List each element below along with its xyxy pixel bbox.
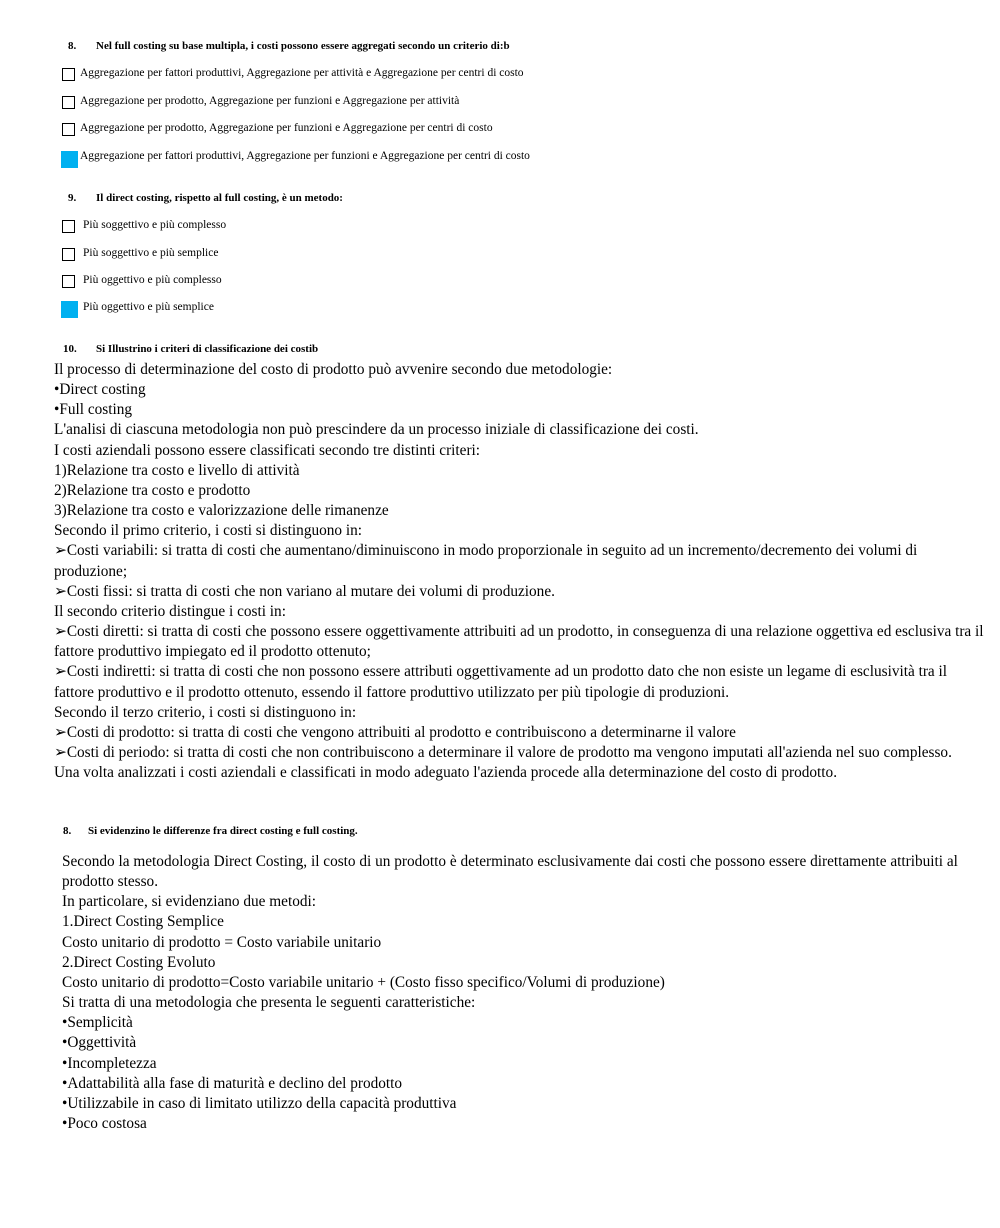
answer-line: Secondo il primo criterio, i costi si distinguono in: bbox=[54, 522, 363, 540]
checkbox[interactable] bbox=[62, 220, 75, 233]
answer-line: 1)Relazione tra costo e livello di attività bbox=[54, 461, 300, 479]
question-number: 8. bbox=[68, 40, 77, 52]
checkbox[interactable] bbox=[62, 248, 75, 261]
answer-line: Secondo il terzo criterio, i costi si distinguono in: bbox=[54, 703, 357, 721]
checkbox[interactable] bbox=[62, 68, 75, 81]
answer-line: Una volta analizzati i costi aziendali e classificati in modo adeguato l'azienda procede alla determinazione del costo di prodotto. bbox=[54, 764, 838, 782]
checkbox[interactable] bbox=[62, 275, 75, 288]
checkbox[interactable] bbox=[62, 123, 75, 136]
answer-line: Il secondo criterio distingue i costi in: bbox=[54, 602, 286, 620]
question-text: Nel full costing su base multipla, i costi possono essere aggregati secondo un criterio di:b bbox=[96, 40, 510, 52]
option-label: Più soggettivo e più semplice bbox=[83, 247, 219, 259]
checkbox-checked[interactable] bbox=[61, 301, 78, 318]
answer-line: Costo unitario di prodotto = Costo variabile unitario bbox=[62, 933, 382, 951]
answer-line: ➢Costi indiretti: si tratta di costi che non possono essere attributi oggettivamente ad un prodotto dato che non esiste un legame di esclusività tra il fattore produttivo e il prodotto ottenuto, essendo il fattore produttivo utilizzato per più tipologie di produzioni. bbox=[54, 663, 948, 701]
answer-line: ➢Costi diretti: si tratta di costi che possono essere oggettivamente attribuiti ad un prodotto, in conseguenza di una relazione oggettiva ed esclusiva tra il fattore produttivo impiegato ed il prodotto ottenuto; bbox=[54, 623, 984, 661]
answer-line: •Adattabilità alla fase di maturità e declino del prodotto bbox=[62, 1074, 403, 1092]
answer-line: •Poco costosa bbox=[62, 1115, 147, 1133]
answer-line: 1.Direct Costing Semplice bbox=[62, 913, 224, 931]
q10-answer bbox=[54, 360, 984, 783]
question-9-header bbox=[68, 192, 343, 204]
option-label: Aggregazione per prodotto, Aggregazione per funzioni e Aggregazione per centri di costo bbox=[80, 122, 493, 134]
answer-line: I costi aziendali possono essere classificati secondo tre distinti criteri: bbox=[54, 441, 481, 459]
answer-line: •Direct costing bbox=[54, 381, 146, 399]
question-text: Si Illustrino i criteri di classificazione dei costib bbox=[96, 343, 319, 355]
checkbox-checked[interactable] bbox=[61, 151, 78, 168]
q8b-answer bbox=[62, 852, 982, 1134]
answer-line: L'analisi di ciascuna metodologia non può prescindere da un processo iniziale di classificazione dei costi. bbox=[54, 421, 699, 439]
answer-line: •Utilizzabile in caso di limitato utilizzo della capacità produttiva bbox=[62, 1094, 457, 1112]
question-number: 9. bbox=[68, 192, 77, 204]
question-8b-header bbox=[63, 825, 358, 837]
option-label: Più oggettivo e più semplice bbox=[83, 301, 214, 313]
question-number: 10. bbox=[63, 343, 77, 355]
answer-line: ➢Costi di prodotto: si tratta di costi che vengono attribuiti al prodotto e contribuiscono a determinarne il valore bbox=[54, 723, 736, 741]
question-number: 8. bbox=[63, 825, 72, 837]
answer-line: In particolare, si evidenziano due metodi: bbox=[62, 893, 317, 911]
checkbox[interactable] bbox=[62, 96, 75, 109]
answer-line: Costo unitario di prodotto=Costo variabile unitario + (Costo fisso specifico/Volumi di produzione) bbox=[62, 973, 665, 991]
option-label: Aggregazione per fattori produttivi, Aggregazione per attività e Aggregazione per centri di costo bbox=[80, 67, 524, 79]
answer-line: 2)Relazione tra costo e prodotto bbox=[54, 481, 251, 499]
answer-line: Il processo di determinazione del costo di prodotto può avvenire secondo due metodologie: bbox=[54, 361, 613, 378]
answer-line: 3)Relazione tra costo e valorizzazione delle rimanenze bbox=[54, 502, 389, 520]
option-label: Più oggettivo e più complesso bbox=[83, 274, 222, 286]
question-10-header bbox=[63, 343, 319, 355]
answer-line: Si tratta di una metodologia che presenta le seguenti caratteristiche: bbox=[62, 994, 476, 1012]
question-text: Il direct costing, rispetto al full costing, è un metodo: bbox=[96, 192, 343, 204]
question-text: Si evidenzino le differenze fra direct costing e full costing. bbox=[88, 825, 358, 837]
answer-line: ➢Costi variabili: si tratta di costi che aumentano/diminuiscono in modo proporzionale in seguito ad un incremento/decremento dei volumi di produzione; bbox=[54, 542, 918, 580]
answer-line: ➢Costi fissi: si tratta di costi che non variano al mutare dei volumi di produzione. bbox=[54, 582, 555, 600]
answer-line: Secondo la metodologia Direct Costing, il costo di un prodotto è determinato esclusivamente dai costi che possono essere direttamente attribuiti al prodotto stesso. bbox=[62, 853, 958, 891]
answer-line: •Full costing bbox=[54, 401, 133, 419]
answer-line: •Incompletezza bbox=[62, 1054, 157, 1072]
option-label: Più soggettivo e più complesso bbox=[83, 219, 227, 231]
answer-line: ➢Costi di periodo: si tratta di costi che non contribuiscono a determinare il valore de prodotto ma vengono imputati all'azienda nel suo complesso. bbox=[54, 743, 952, 761]
option-label: Aggregazione per prodotto, Aggregazione per funzioni e Aggregazione per attività bbox=[80, 95, 460, 107]
question-8-header bbox=[68, 40, 510, 52]
option-label: Aggregazione per fattori produttivi, Aggregazione per funzioni e Aggregazione per centri di costo bbox=[80, 150, 530, 162]
answer-line: 2.Direct Costing Evoluto bbox=[62, 953, 216, 971]
answer-line: •Oggettività bbox=[62, 1034, 137, 1052]
answer-line: •Semplicità bbox=[62, 1014, 133, 1032]
